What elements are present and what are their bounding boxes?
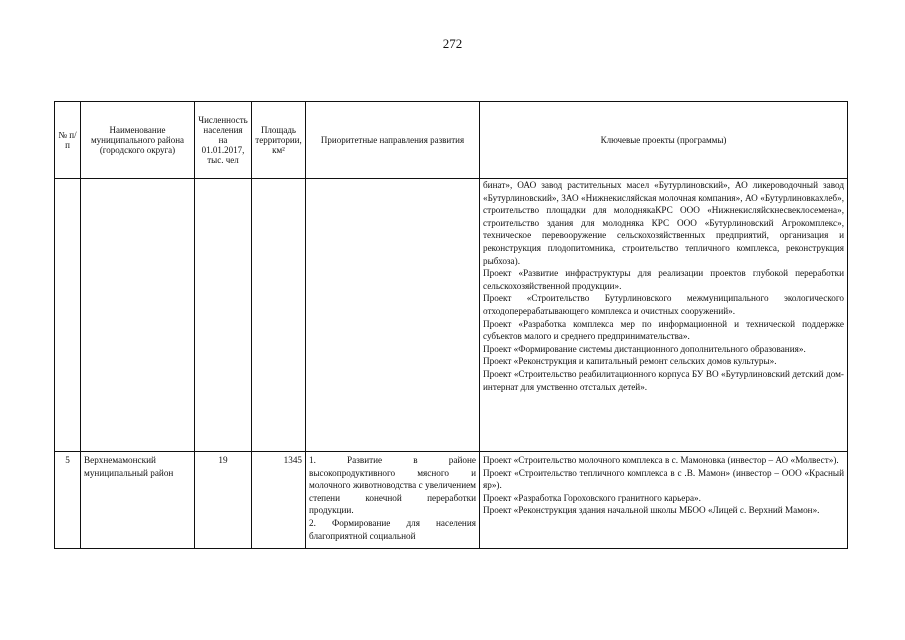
project-item: бинат», ОАО завод растительных масел «Бутурлиновский», АО ликероводочный завод «Бутурлиновский», ЗАО «Нижнекисляйская молочная компания», АО «Бутурлиновкахлеб», строительство площадки для молоднякаКРС ООО «Нижнекисляйскнесвеклосемена», строительство здания для молодняка КРС ООО «Бутурлиновский Агрокомплекс», техническое перевооружение сельскохозяйственных предприятий, организация и реконструкция плодопитомника, строительство тепличного комплекса, реконструкция рыбхоза). xyxy=(483,180,844,266)
project-item: Проект «Разработка комплекса мер по информационной и технической поддержке субъектов малого и среднего предпринимательства». xyxy=(483,318,844,342)
cell-area: 1345 xyxy=(252,452,306,549)
cell-priorities-empty xyxy=(306,179,480,452)
cell-area-empty xyxy=(252,179,306,452)
cell-projects xyxy=(480,452,848,549)
header-population: Численность населения на 01.01.2017, тыс. чел xyxy=(195,102,252,179)
project-item: Проект «Строительство тепличного комплекса в с .В. Мамон» (инвестор – ООО «Красный яр»). xyxy=(483,467,844,491)
header-num: № п/п xyxy=(55,102,81,179)
cell-num-empty xyxy=(55,179,81,452)
header-priorities: Приоритетные направления развития xyxy=(306,102,480,179)
header-name: Наименование муниципального района (городского округа) xyxy=(81,102,195,179)
project-item: Проект «Разработка Гороховского гранитного карьера». xyxy=(483,492,701,503)
project-item: Проект «Реконструкция и капитальный ремонт сельских домов культуры». xyxy=(483,356,777,367)
project-item: Проект «Строительство молочного комплекса в с. Мамоновка (инвестор – АО «Молвест»). xyxy=(483,455,839,465)
cell-population-empty xyxy=(195,179,252,452)
header-row xyxy=(55,102,848,179)
project-item: Проект «Развитие инфраструктуры для реализации проектов глубокой переработки сельскохозяйственной продукции». xyxy=(483,268,844,291)
header-area: Площадь территории, км² xyxy=(252,102,306,179)
table-row-continuation xyxy=(55,179,848,452)
priority-item: 1. Развитие в районе высокопродуктивного мясного и молочного животноводства с увеличением степени конечной переработки продукции. xyxy=(309,455,476,516)
header-projects: Ключевые проекты (программы) xyxy=(480,102,848,179)
municipal-projects-table xyxy=(54,101,848,549)
cell-population: 19 xyxy=(195,452,252,549)
page-number: 272 xyxy=(442,36,463,51)
priority-item: 2. Формирование для населения благоприятной социальной xyxy=(309,517,476,541)
project-item: Проект «Формирование системы дистанционного дополнительного образования». xyxy=(483,343,806,354)
project-item: Проект «Строительство Бутурлиновского межмуниципального экологического отходоперерабатывающего комплекса и очистных сооружений». xyxy=(483,293,844,316)
table-row-5 xyxy=(55,452,848,549)
cell-num: 5 xyxy=(55,452,81,549)
cell-priorities xyxy=(306,452,480,549)
cell-projects-continuation xyxy=(480,179,848,452)
cell-name-empty xyxy=(81,179,195,452)
project-item: Проект «Строительство реабилитационного корпуса БУ ВО «Бутурлиновский детский дом-интернат для умственно отсталых детей». xyxy=(483,368,844,392)
cell-municipality-name: Верхнемамонский муниципальный район xyxy=(81,452,195,549)
project-item: Проект «Реконструкция здания начальной школы МБОО «Лицей с. Верхний Мамон». xyxy=(483,505,820,516)
